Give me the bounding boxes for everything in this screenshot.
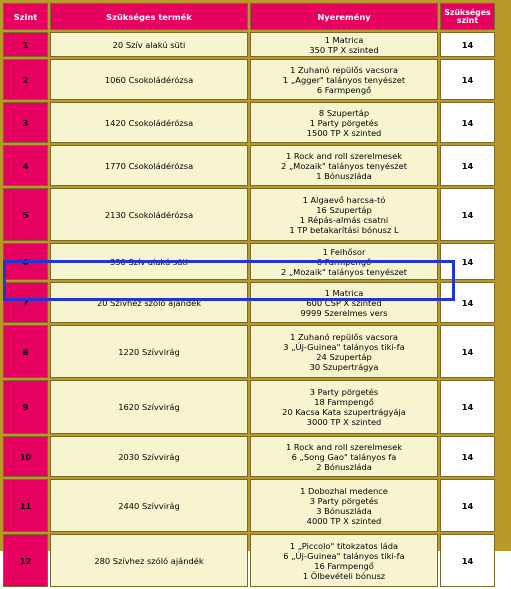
reward-line: 18 Farmpengő <box>314 397 374 407</box>
reward-line: 30 Szupertrágya <box>309 361 379 372</box>
table-row <box>3 282 495 323</box>
required-level-cell: 14 <box>440 59 495 100</box>
table-row <box>3 243 495 280</box>
reward-cell <box>250 380 438 434</box>
required-level-cell: 14 <box>440 380 495 434</box>
required-item-cell: 20 Szívhez szóló ajándék <box>50 282 248 323</box>
reward-line: 1 Matrica <box>324 34 364 45</box>
required-level-cell: 14 <box>440 479 495 532</box>
level-cell: 11 <box>3 479 48 532</box>
reward-cell <box>250 32 438 57</box>
required-item-cell: 2440 Szívvirág <box>50 479 248 532</box>
table-row <box>3 32 495 57</box>
reward-line: 3 Party pörgetés <box>309 387 379 397</box>
required-item-cell: 1420 Csokoládérózsa <box>50 102 248 143</box>
required-level-cell: 14 <box>440 32 495 57</box>
reward-line: 1 Dobozhal medence <box>300 485 388 496</box>
reward-line: 2 „Mozaik" talányos tenyészet <box>280 160 408 171</box>
reward-line: 2 Bónuszláda <box>316 461 372 472</box>
reward-line: 1 Rock and roll szerelmesek <box>285 441 403 452</box>
reward-cell <box>250 145 438 186</box>
reward-line: 6 Farmpengő <box>316 84 372 95</box>
reward-line: 6 „Új-Guinea" talányos tiki-fa <box>283 550 405 561</box>
reward-line: 1 „Agger" talányos tenyészet <box>282 74 406 85</box>
reward-cell <box>250 102 438 143</box>
required-level-cell: 14 <box>440 102 495 143</box>
table-row <box>3 145 495 186</box>
required-item-cell: 20 Szív alakú süti <box>50 32 248 57</box>
reward-line: 9999 Szerelmes vers <box>300 307 388 318</box>
reward-line: 350 TP X szinted <box>309 44 379 55</box>
header-row <box>3 3 495 30</box>
reward-line: 2 „Mozaik" talányos tenyészet <box>280 266 408 277</box>
reward-line: 3 Party pörgetés <box>309 495 379 506</box>
required-level-cell: 14 <box>440 325 495 378</box>
required-item-cell: 1620 Szívvirág <box>50 380 248 434</box>
reward-line: 1 Party pörgetés <box>309 117 379 128</box>
reward-line: 8 Szupertáp <box>318 107 370 118</box>
level-cell: 9 <box>3 380 48 434</box>
reward-line: 16 Szupertáp <box>316 204 372 215</box>
rewards-table <box>1 1 497 589</box>
table-row <box>3 479 495 532</box>
reward-cell <box>250 188 438 241</box>
required-level-cell: 14 <box>440 436 495 477</box>
header-required-line1: Szükséges <box>444 7 491 17</box>
header-required-level <box>440 3 495 30</box>
reward-line: 8 Farmpengő <box>316 256 372 267</box>
table-row <box>3 380 495 434</box>
level-cell: 1 <box>3 32 48 57</box>
required-item-cell: 1220 Szívvirág <box>50 325 248 378</box>
reward-line: 1 Rock and roll szerelmesek <box>285 150 403 161</box>
level-cell: 2 <box>3 59 48 100</box>
table-row <box>3 436 495 477</box>
reward-line: 1 Matrica <box>324 287 364 298</box>
table-row <box>3 188 495 241</box>
level-cell: 3 <box>3 102 48 143</box>
reward-line: 6 „Song Gao" talányos fa <box>291 451 397 462</box>
required-level-cell: 14 <box>440 145 495 186</box>
header-reward: Nyeremény <box>250 3 438 30</box>
reward-line: 20 Kacsa Kata szupertrágyája <box>282 407 406 417</box>
table-row <box>3 325 495 378</box>
reward-cell <box>250 325 438 378</box>
reward-cell <box>250 243 438 280</box>
required-item-cell: 1060 Csokoládérózsa <box>50 59 248 100</box>
reward-line: 1 „Piccolo" titokzatos láda <box>289 540 399 551</box>
required-level-cell: 14 <box>440 534 495 587</box>
header-required-line2: szint <box>456 15 479 25</box>
reward-line: 600 CSP X szinted <box>306 297 382 308</box>
reward-cell <box>250 436 438 477</box>
reward-line: 1 Zuhanó repülős vacsora <box>290 331 398 342</box>
reward-line: 1 Algaevő harcsa-tó <box>302 194 386 205</box>
reward-line: 3 „Új-Guinea" talányos tiki-fa <box>283 341 405 352</box>
reward-line: 1 Bónuszláda <box>316 170 372 181</box>
level-cell: 8 <box>3 325 48 378</box>
required-level-cell: 14 <box>440 282 495 323</box>
required-level-cell: 14 <box>440 188 495 241</box>
reward-line: 24 Szupertáp <box>316 351 372 362</box>
required-item-cell: 280 Szívhez szóló ajándék <box>50 534 248 587</box>
required-level-cell: 14 <box>440 243 495 280</box>
required-item-cell: 1770 Csokoládérózsa <box>50 145 248 186</box>
reward-line: 1 Ölbevételi bónusz <box>302 570 386 581</box>
table-body <box>3 32 495 587</box>
reward-line: 16 Farmpengő <box>314 560 374 571</box>
reward-line: 1 Zuhanó repülős vacsora <box>290 64 398 75</box>
table-row <box>3 59 495 100</box>
reward-line: 1 TP betakarítási bónusz L <box>289 224 399 235</box>
reward-line: 3000 TP X szinted <box>306 417 382 427</box>
level-cell: 5 <box>3 188 48 241</box>
level-cell: 6 <box>3 243 48 280</box>
table-row <box>3 534 495 587</box>
reward-cell <box>250 479 438 532</box>
reward-line: 1 Répás-almás csatni <box>299 214 389 225</box>
reward-cell <box>250 59 438 100</box>
reward-line: 4000 TP X szinted <box>306 515 382 526</box>
level-cell: 7 <box>3 282 48 323</box>
header-level: Szint <box>3 3 48 30</box>
reward-line: 1 Felhősor <box>322 246 366 257</box>
reward-line: 3 Bónuszláda <box>316 505 372 516</box>
required-item-cell: 2030 Szívvirág <box>50 436 248 477</box>
reward-line: 1500 TP X szinted <box>306 127 382 138</box>
header-item: Szükséges termék <box>50 3 248 30</box>
level-cell: 12 <box>3 534 48 587</box>
required-item-cell: 330 Szív alakú süti <box>50 243 248 280</box>
required-item-cell: 2130 Csokoládérózsa <box>50 188 248 241</box>
level-cell: 10 <box>3 436 48 477</box>
reward-cell <box>250 534 438 587</box>
table-row <box>3 102 495 143</box>
level-cell: 4 <box>3 145 48 186</box>
reward-cell <box>250 282 438 323</box>
